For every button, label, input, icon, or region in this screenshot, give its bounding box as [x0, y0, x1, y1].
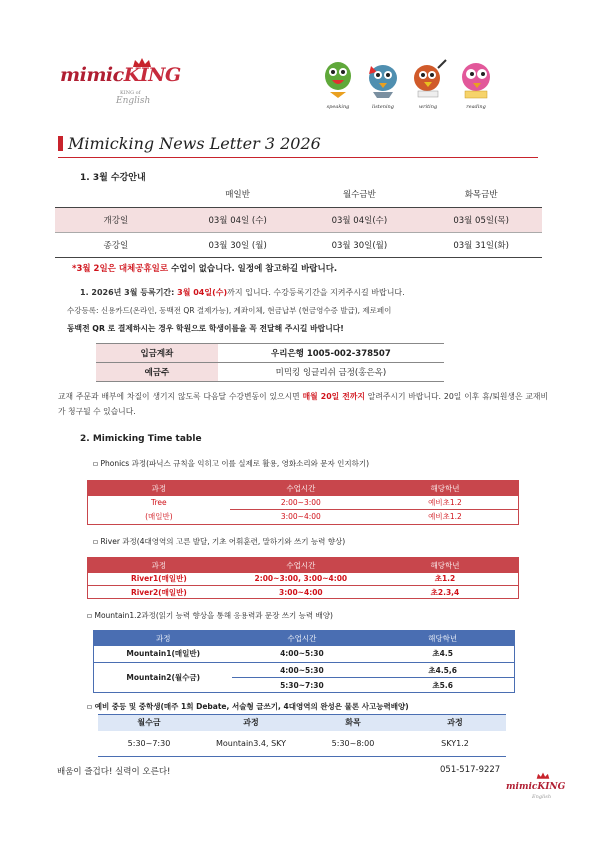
table-row — [88, 586, 519, 599]
table-cell: 3:00~4:00 — [279, 587, 323, 597]
table-header-cell: 과정 — [88, 558, 230, 573]
course-cell: Mountain2(월수금) — [126, 673, 201, 682]
table-cell: 초4.5 — [371, 646, 514, 663]
table-header-cell: 수업시간 — [232, 631, 371, 646]
phonics-table — [87, 480, 519, 525]
holiday-note-rest: 수업이 없습니다. 일정에 참고하길 바랍니다. — [168, 264, 338, 274]
bird-writing-icon — [408, 58, 448, 110]
table-header-cell: 월수금 — [98, 715, 200, 731]
skill-label: reading — [466, 104, 486, 110]
table-header-cell: 과정 — [404, 715, 506, 731]
table-header-cell: 과정 — [200, 715, 302, 731]
bank-account-table — [96, 343, 444, 382]
table-header-cell: 해당학년 — [371, 631, 514, 646]
skills-characters — [318, 58, 518, 110]
table-cell: 예비초1.2 — [428, 512, 462, 522]
table-header-cell: 과정 — [94, 631, 233, 646]
bird-reading-icon — [456, 58, 496, 110]
schedule-table — [55, 182, 542, 258]
skill-label: speaking — [326, 104, 350, 110]
course-cell: River1(매일반) — [88, 573, 230, 586]
phonics-title: ▫ Phonics 과정(파닉스 규칙을 익히고 이를 실제로 활용, 영화소리와 문자 인지하기) — [93, 459, 369, 468]
mountain-title: ▫ Mountain1.2과정(읽기 능력 향상을 통해 응용력과 문장 쓰기 능력 배양) — [87, 611, 333, 620]
table-cell: 03월 04일 (수) — [177, 207, 299, 232]
registration-methods: 수강등록: 신용카드(온라인, 동백전 QR 결제가능), 계좌이체, 현금납부 (현금영수증 발급), 제로페이 — [67, 306, 392, 315]
skill-label: listening — [372, 104, 394, 110]
registration-line1: 1. 2026년 3월 등록기간: 3월 04일(수)까지 입니다. 수강등록기간을 지켜주시길 바랍니다. — [80, 288, 405, 297]
footer-slogan: 배움이 즐겁다! 실력이 오른다! — [57, 767, 171, 777]
table-cell: 4:00~5:30 — [232, 663, 371, 678]
table-cell: 03월 04일(수) — [299, 207, 421, 232]
table-cell: 초5.6 — [432, 680, 453, 690]
table-header-cell: 해당학년 — [372, 558, 519, 573]
row-label: 종강일 — [55, 232, 177, 257]
table-cell: 2:00~3:00 — [230, 496, 372, 510]
row-label: 개강일 — [55, 207, 177, 232]
table-header-cell: 수업시간 — [230, 558, 372, 573]
table-cell: 03월 30일(월) — [299, 232, 421, 257]
table-cell: 03월 31일(화) — [420, 232, 542, 257]
footer-phone: 051-517-9227 — [440, 765, 501, 775]
table-header-cell — [55, 182, 177, 207]
table-cell: 4:00~5:30 — [232, 646, 371, 663]
table-cell: Mountain3.4, SKY — [200, 731, 302, 757]
table-cell: 예비초1.2 — [372, 496, 519, 510]
table-cell: 03월 30일 (월) — [177, 232, 299, 257]
footer-logo: mimicKING English — [506, 772, 556, 808]
river-title: ▫ River 과정(4대영역의 고른 발달, 기초 어휘훈련, 말하기와 쓰기 능력 향상) — [93, 537, 346, 546]
table-header-cell: 수업시간 — [230, 481, 372, 496]
river-table — [87, 557, 519, 599]
advanced-table — [98, 714, 506, 757]
account-value: 우리은행 1005-002-378507 — [218, 344, 444, 363]
logo-wordmark: mimicKING — [60, 64, 181, 86]
registration-qr-note: 동백전 QR 로 결제하시는 경우 학원으로 학생이름을 꼭 전달해 주시길 바랍니다! — [67, 324, 344, 333]
table-row — [88, 496, 519, 510]
table-header-cell: 화목 — [302, 715, 404, 731]
advanced-title: ▫ 예비 중등 및 중학생(매주 1회 Debate, 서술형 글쓰기, 4대영역의 완성은 물론 사고능력배양) — [87, 702, 409, 711]
holiday-note-red: *3월 2일은 대체공휴일로 — [72, 264, 169, 274]
table-cell: 5:30~8:00 — [302, 731, 404, 757]
table-row — [94, 646, 515, 663]
table-cell: 초1.2 — [372, 573, 519, 586]
table-row — [55, 232, 542, 257]
bird-listening-icon — [363, 58, 403, 110]
title-divider — [58, 157, 538, 158]
table-cell: 5:30~7:30 — [280, 680, 324, 690]
skill-label: writing — [418, 104, 438, 110]
table-cell: 5:30~7:30 — [98, 731, 200, 757]
table-cell: 초2.3,4 — [430, 587, 460, 597]
account-value: 미믹킹 잉글리쉬 금정(홍은옥) — [218, 363, 444, 382]
table-header-cell: 화목금반 — [420, 182, 542, 207]
table-row — [98, 731, 506, 757]
course-cell: Tree (매일반) — [145, 497, 173, 521]
table-cell: 03월 05일(목) — [420, 207, 542, 232]
title-accent-bar — [58, 136, 63, 151]
table-cell: 3:00~4:00 — [280, 512, 321, 522]
table-header-cell: 해당학년 — [372, 481, 519, 496]
table-header-cell: 과정 — [88, 481, 230, 496]
table-row — [96, 363, 444, 382]
page-title: Mimicking News Letter 3 2026 — [68, 134, 321, 153]
course-cell: River2(매일반) — [130, 587, 187, 597]
crown-icon — [536, 772, 550, 780]
account-key: 예금주 — [96, 363, 218, 382]
table-cell: 초4.5,6 — [371, 663, 514, 678]
table-row — [55, 207, 542, 232]
logo-sub2: English — [116, 96, 151, 106]
section2-heading: 2. Mimicking Time table — [80, 434, 202, 444]
section1-heading: 1. 3월 수강안내 — [80, 173, 146, 183]
table-header-cell: 매일반 — [177, 182, 299, 207]
table-row — [94, 663, 515, 678]
textbook-notice: 교재 주문과 배부에 차질이 생기지 않도록 다음달 수강변동이 있으시면 매월 20일 전까지 알려주시기 바랍니다. 20일 이후 휴/퇴원생은 교재비가 청구될 수 있습니다. — [58, 392, 548, 416]
table-cell: SKY1.2 — [404, 731, 506, 757]
deadline-highlight: 매월 20일 전까지 — [302, 392, 365, 401]
course-cell: Mountain1(매일반) — [94, 646, 233, 663]
table-cell: 2:00~3:00, 3:00~4:00 — [230, 573, 372, 586]
mimicking-logo — [60, 58, 190, 118]
table-row — [96, 344, 444, 363]
logo-sub1: KING of — [120, 90, 141, 96]
holiday-note — [72, 262, 337, 274]
parrot-speaking-icon — [318, 58, 358, 110]
registration-deadline: 3월 04일(수) — [174, 288, 228, 297]
mountain-table — [93, 630, 515, 693]
table-header-cell: 월수금반 — [299, 182, 421, 207]
table-row — [88, 573, 519, 586]
account-key: 입금계좌 — [96, 344, 218, 363]
